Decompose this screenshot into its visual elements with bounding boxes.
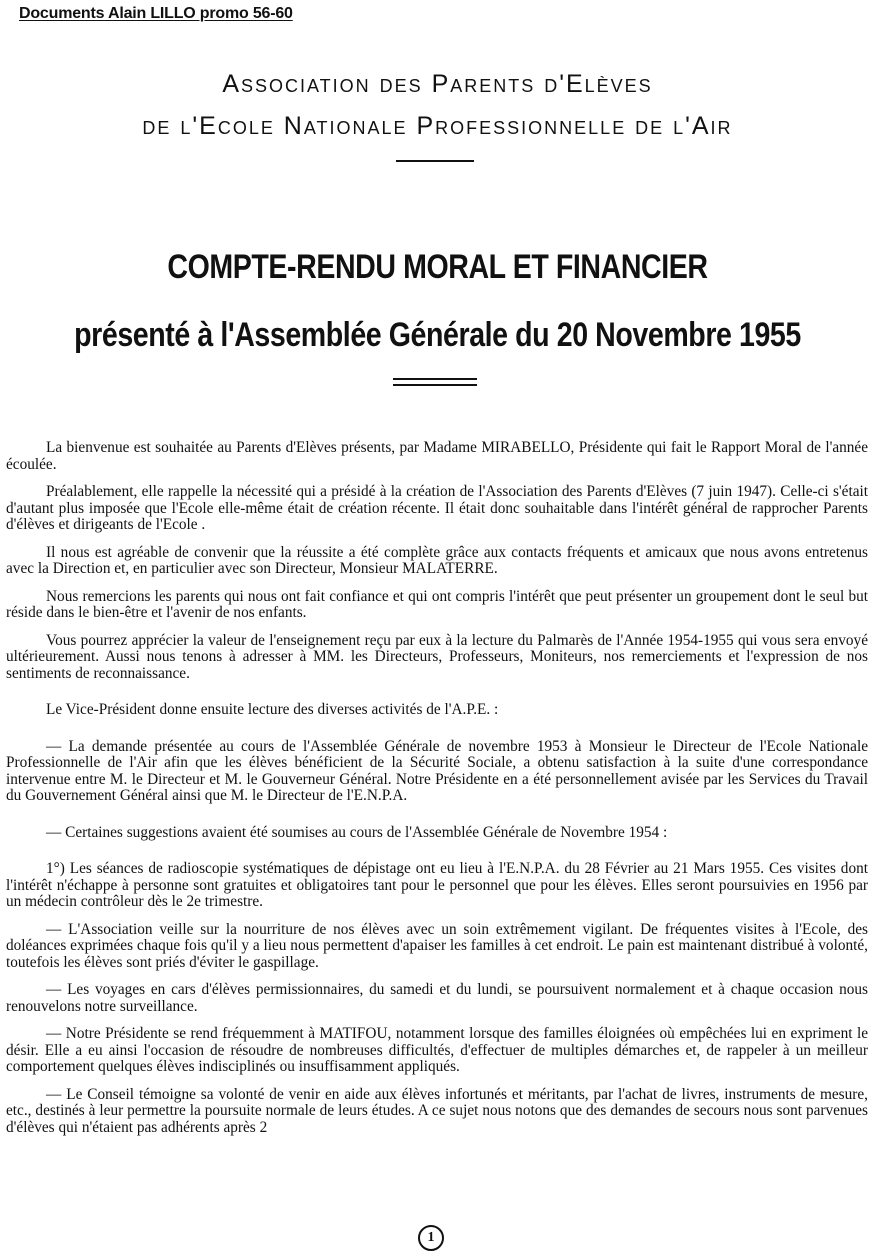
double-rule-bottom xyxy=(393,384,477,386)
association-name-line2: de l'Ecole Nationale Professionnelle de l'Air xyxy=(142,112,733,140)
paragraph-welcome: La bienvenue est souhaitée au Parents d'Elèves présents, par Madame MIRABELLO, Présidente qui fait le Rapport Moral de l'année écoulée. xyxy=(6,439,868,473)
paragraph-conseil: — Le Conseil témoigne sa volonté de venir en aide aux élèves infortunés et méritants, par l'achat de livres, instruments de mesure, etc., destinés à leur permettre la poursuite normale de leurs études. A ce sujet nous notons que des demandes de secours nous sont parvenues d'élèves qui n'étaient pas adhérents après 2 xyxy=(6,1085,868,1136)
paragraph-securite-sociale: — La demande présentée au cours de l'Assemblée Générale de novembre 1953 à Monsieur le Directeur de l'Ecole Nationale Professionnelle de l'Air afin que les élèves bénéficient de la Sécurité Sociale, a obtenu satisfaction à la suite d'une correspondance intervenue entre M. le Directeur et M. le Gouverneur Général. Notre Présidente en a été personnellement avisée par les Services du Travail du Gouvernement Général ainsi que M. le Directeur de l'E.N.P.A. xyxy=(6,737,868,804)
paragraph-success: Il nous est agréable de convenir que la réussite a été complète grâce aux contacts fréquents et amicaux que nous avons entretenus avec la Direction et, en particulier avec son Directeur, Monsieur MALATERRE. xyxy=(6,543,868,577)
header-note: Documents Alain LILLO promo 56-60 xyxy=(19,5,293,22)
page-number: 1 xyxy=(418,1225,444,1251)
paragraph-matifou: — Notre Présidente se rend fréquemment à MATIFOU, notamment lorsque des familles éloignées où empêchées lui en expriment le désir. Elle a eu ainsi l'occasion de résoudre de nombreuses difficultés, d'effectuer de multiples démarches et, de rappeler à un meilleur comportement quelques élèves indisciplinés ou insuffisamment appliqués. xyxy=(6,1025,868,1075)
paragraph-thanks-parents: Nous remercions les parents qui nous ont fait confiance et qui ont compris l'intérêt que peut présenter un groupement dont le seul but réside dans le bien-être et l'avenir de nos enfants. xyxy=(6,587,868,621)
paragraph-radioscopie: 1°) Les séances de radioscopie systématiques de dépistage ont eu lieu à l'E.N.P.A. du 28 Février au 21 Mars 1955. Ces visites dont l'intérêt n'échappe à personne sont gratuites et obligatoires tant pour le personnel que pour les élèves. Elles seront poursuivies en 1956 par un médecin contrôleur dès le 2e trimestre. xyxy=(6,860,868,910)
divider-rule xyxy=(396,160,474,162)
document-subtitle: présenté à l'Assemblée Générale du 20 Novembre 1955 xyxy=(74,316,801,354)
report-body xyxy=(6,440,868,1147)
association-name-line1: Association des Parents d'Elèves xyxy=(222,70,653,98)
double-rule-top xyxy=(393,378,477,380)
paragraph-palmares: Vous pourrez apprécier la valeur de l'enseignement reçu par eux à la lecture du Palmarès de l'Année 1954-1955 qui vous sera envoyé ultérieurement. Aussi nous tenons à adresser à MM. les Directeurs, Professeurs, Moniteurs, nos remerciements et l'expression de nos sentiments de reconnaissance. xyxy=(6,631,868,682)
paragraph-suggestions: — Certaines suggestions avaient été soumises au cours de l'Assemblée Générale de Novembre 1954 : xyxy=(46,823,668,841)
paragraph-voyages: — Les voyages en cars d'élèves permissionnaires, du samedi et du lundi, se poursuivent normalement et à chaque occasion nous renouvelons notre surveillance. xyxy=(6,981,868,1015)
paragraph-vice-president: Le Vice-Président donne ensuite lecture des diverses activités de l'A.P.E. : xyxy=(46,701,499,718)
document-title: COMPTE-RENDU MORAL ET FINANCIER xyxy=(167,248,708,286)
paragraph-founding: Préalablement, elle rappelle la nécessité qui a présidé à la création de l'Association des Parents d'Elèves (7 juin 1947). Celle-ci s'était d'autant plus imposée que l'Ecole elle-même était de création récente. Il était donc souhaitable dans l'intérêt général de rapprocher Parents d'élèves et dirigeants de l'Ecole . xyxy=(6,483,868,533)
paragraph-nourriture: — L'Association veille sur la nourriture de nos élèves avec un soin extrêmement vigilant. De fréquentes visites à l'Ecole, des doléances exprimées chaque fois qu'il y a lieu nous permettent d'apaiser les familles à cet endroit. Le pain est maintenant distribué à volonté, toutefois les élèves sont priés d'éviter le gaspillage. xyxy=(6,920,868,971)
